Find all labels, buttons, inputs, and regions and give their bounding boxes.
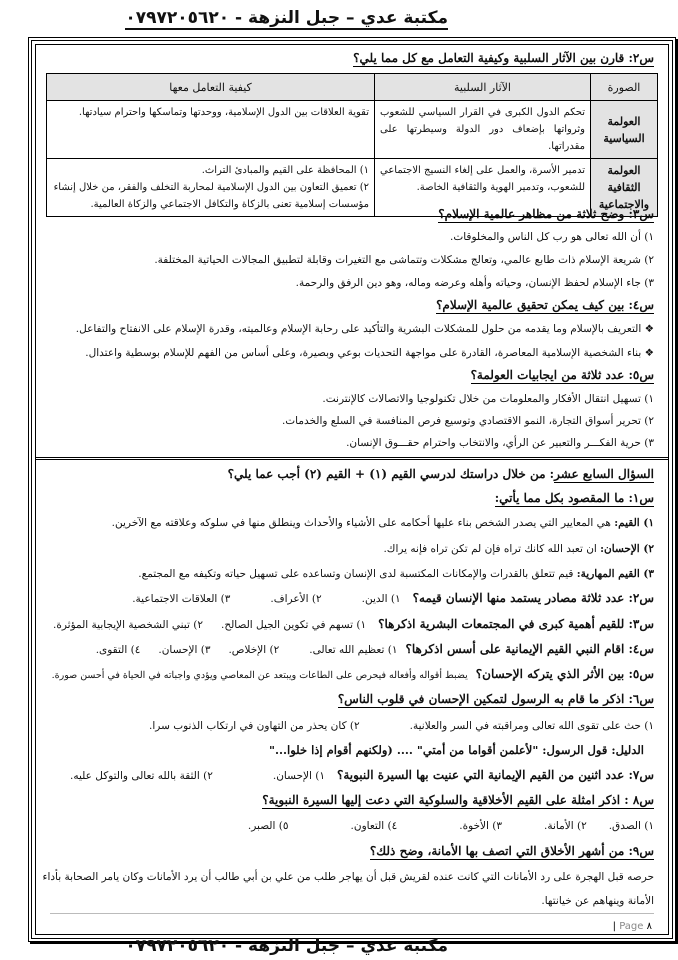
section-divider <box>36 457 668 460</box>
s2-row: س٢: عدد ثلاثة مصادر يستمد منها الإنسان قيمه؟١) الدين.٢) الأعراف.٣) العلاقات الاجتماعية. <box>132 591 654 605</box>
list-item: ١) أن الله تعالى هو رب كل الناس والمخلوقات. <box>450 231 654 243</box>
s7-row: س٧: عدد اثنين من القيم الإيمانية التي عنيت بها السيرة النبوية؟١) الإحسان.٢) الثقة بالله تعالى والتوكل عليه. <box>70 768 654 782</box>
definition-item: ١) القيم: هي المعايير التي يصدر الشخص بناء عليها أحكامه على الأشياء والأحداث وينطلق منها في سلوكه وعلاقته مع الآخرين. <box>111 517 654 529</box>
s6-title: س٦: اذكر ما قام به الرسول لتمكين الإحسان في قلوب الناس؟ <box>337 692 654 706</box>
table-header: الآثار السلبية <box>375 74 591 101</box>
q5-title: س٥: عدد ثلاثة من ايجابيات العولمة؟ <box>470 368 654 382</box>
part2-title: السؤال السابع عشر: من خلال دراستك لدرسي القيم (١) + القيم (٢) أجب عما يلي؟ <box>227 467 654 481</box>
s1-title: س١: ما المقصود بكل مما يأتي: <box>494 491 654 505</box>
s6-answers: ١) حث على تقوى الله تعالى ومراقبته في السر والعلانية.٢) كان يحذر من التهاون في ارتكاب الذنوب سرا. <box>149 720 654 732</box>
table-header: الصورة <box>591 74 658 101</box>
footer-rule <box>50 913 654 914</box>
table-header: كيفية التعامل معها <box>47 74 375 101</box>
page-footer-text: مكتبة عدي – جبل النزهة - ٠٧٩٧٢٠٥٦٢٠ <box>125 936 448 956</box>
s9-answer-line: حرصه قبل الهجرة على رد الأمانات التي كانت عنده لقريش قبل أن يهاجر طلب من علي بن أبي طالب أن يرد الأمانات وكان يامر الصحابة بأداء <box>42 871 654 883</box>
list-item: ٣) حرية الفكـــر والتعبير عن الرأي، والانتخاب واحترام حقـــوق الإنسان. <box>346 437 654 449</box>
table-row: العولمة الثقافية والاجتماعية تدمير الأسرة، والعمل على إلغاء النسيج الاجتماعي للشعوب، وتدمير الهوية والثقافية الخاصة. ١) المحافظة على القيم والمبادئ التراث. ٢) تعميق التعاون بين الدول الإسلامية لمحاربة التخلف والفقر، من خلال إنشاء مؤسسات إسلامية تعنى بالزكاة والتكافل الاجتماعي والزكاة العالمية. <box>47 159 658 217</box>
list-item: ٢) شريعة الإسلام ذات طابع عالمي، وتعالج مشكلات وتتماشى مع التغيرات وقابلة لتطبيق المجالات الحياتية المختلفة. <box>154 254 654 266</box>
list-item: ٣) جاء الإسلام لحفظ الإنسان، وحياته وأهله وعرضه وماله، وهو دين الرفق والرحمة. <box>295 277 654 289</box>
s9-answer-line: الأمانة وينهاهم عن خيانتها. <box>541 895 654 907</box>
list-item: ❖ بناء الشخصية الإسلامية المعاصرة، القادرة على مواجهة التحديات بوعي وبصيرة، وعلى أساس من الفهم للإسلام بوسطية واعتدال. <box>85 347 654 359</box>
list-item: ٢) تحرير أسواق التجارة، النمو الاقتصادي وتوسيع فرص المنافسة في السلع والخدمات. <box>281 415 654 427</box>
q2-title: س٢: قارن بين الآثار السلبية وكيفية التعامل مع كل مما يلي؟ <box>353 51 654 65</box>
page-frame <box>28 37 676 942</box>
s8-title: س٨ : اذكر امثلة على القيم الأخلاقية والسلوكية التي دعت إليها السيرة النبوية؟ <box>262 793 654 807</box>
s9-title: س٩: من أشهر الأخلاق التي اتصف بها الأمانة، وضح ذلك؟ <box>369 844 654 858</box>
definition-item: ٢) الإحسان: ان تعبد الله كانك تراه فإن لم تكن تراه فإنه يراك. <box>383 543 654 555</box>
q4-title: س٤: بين كيف يمكن تحقيق عالمية الإسلام؟ <box>436 298 654 312</box>
s8-answers: ١) الصدق.٢) الأمانة.٣) الأخوة.٤) التعاون.٥) الصبر. <box>247 820 654 832</box>
comparison-table <box>46 73 658 217</box>
s6-evidence: الدليل: قول الرسول: "لأعلمن أقواما من أمتي" .... (ولكنهم أقوام إذا خلوا..." <box>269 743 644 757</box>
q3-title: س٣: وضح ثلاثة من مظاهر عالمية الإسلام؟ <box>438 207 654 221</box>
list-item: ❖ التعريف بالإسلام وما يقدمه من حلول للمشكلات البشرية والتأكيد على رحابة الإسلام وعالميته، وقدرة الإسلام على الانفتاح والتفاعل. <box>75 323 654 335</box>
page-header-text: مكتبة عدي – جبل النزهة - ٠٧٩٧٢٠٥٦٢٠ <box>125 8 448 28</box>
table-row: العولمة السياسية تحكم الدول الكبرى في القرار السياسي للشعوب وثرواتها بإضعاف دور الدولة وسيطرتها على مقدراتها. تقوية العلاقات بين الدول الإسلامية، ووحدتها وتماسكها واحترام سيادتها. <box>47 101 658 159</box>
definition-item: ٣) القيم المهارية: قيم تتعلق بالقدرات والإمكانات المكتسبة لدى الإنسان وتساعده على تسهيل حياته وتكيفه مع المجتمع. <box>138 568 654 580</box>
page-number: | Page ٨ <box>612 921 652 932</box>
s5-row: س٥: بين الأثر الذي يتركه الإحسان؟يضبط أقواله وأفعاله فيحرص على الطاعات ويبتعد عن المعاصي ويؤدي واجباته في الحياة في أحسن صورة. <box>51 667 654 681</box>
list-item: ١) تسهيل انتقال الأفكار والمعلومات من خلال تكنولوجيا والاتصالات كالإنترنت. <box>322 393 654 405</box>
s3-row: س٣: للقيم أهمية كبرى في المجتمعات البشرية اذكرها؟١) تسهم في تكوين الجيل الصالح.٢) تبني الشخصية الإيجابية المؤثرة. <box>53 617 654 631</box>
s4-row: س٤: اقام النبي القيم الإيمانية على أسس اذكرها؟١) تعظيم الله تعالى.٢) الإخلاص.٣) الإحسان.٤) التقوى. <box>95 642 654 656</box>
